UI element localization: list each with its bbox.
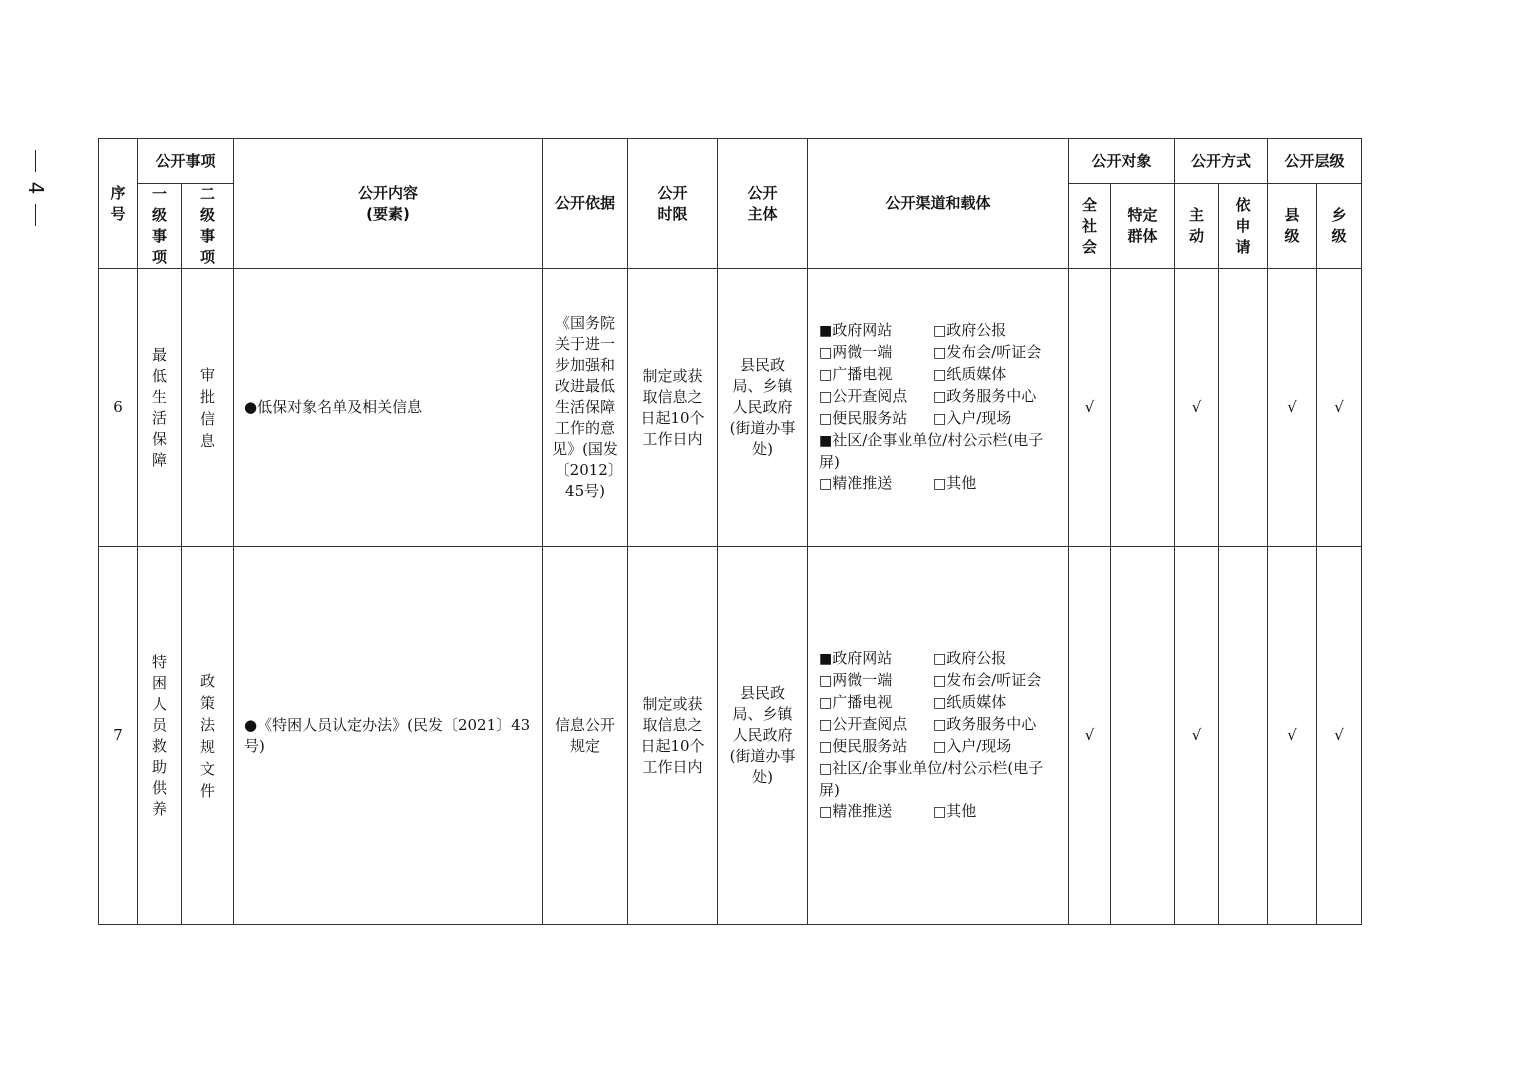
channel-item: □政务服务中心 xyxy=(933,387,1037,405)
header-level1: 一级事项 xyxy=(138,184,182,269)
row-level2: 审批信息 xyxy=(182,269,234,547)
row-content: ●《特困人员认定办法》(民发〔2021〕43号) xyxy=(234,547,543,925)
channel-item: □入户/现场 xyxy=(933,409,1012,427)
page-number-dash-bottom xyxy=(35,204,36,226)
channel-item: □便民服务站 xyxy=(819,409,908,427)
row-mode-request xyxy=(1219,269,1268,547)
row-target-all: √ xyxy=(1069,547,1111,925)
header-row-1 xyxy=(99,139,1362,184)
row-seq: 7 xyxy=(99,547,138,925)
header-tier: 公开层级 xyxy=(1268,139,1362,184)
row-basis: 《国务院关于进一步加强和改进最低生活保障工作的意见》(国发〔2012〕45号) xyxy=(543,269,628,547)
channel-item: □广播电视 xyxy=(819,365,893,383)
channel-item: □公开查阅点 xyxy=(819,387,908,405)
row-tier-town: √ xyxy=(1317,547,1362,925)
channel-item: □两微一端 xyxy=(819,671,893,689)
row-seq: 6 xyxy=(99,269,138,547)
row-basis: 信息公开规定 xyxy=(543,547,628,925)
header-matters: 公开事项 xyxy=(138,139,234,184)
channel-item: □其他 xyxy=(933,474,977,492)
channel-item: □广播电视 xyxy=(819,693,893,711)
row-level1: 最低生活保障 xyxy=(138,269,182,547)
header-channel: 公开渠道和载体 xyxy=(808,139,1069,269)
channel-item: □其他 xyxy=(933,802,977,820)
header-level2: 二级事项 xyxy=(182,184,234,269)
channel-item: □两微一端 xyxy=(819,343,893,361)
channel-item: □发布会/听证会 xyxy=(933,343,1042,361)
header-target: 公开对象 xyxy=(1069,139,1175,184)
table-row xyxy=(99,269,1362,547)
row-channels xyxy=(808,269,1069,547)
channel-item: □政务服务中心 xyxy=(933,715,1037,733)
header-mode-request: 依申请 xyxy=(1219,184,1268,269)
channel-list xyxy=(819,320,1068,495)
page-number-dash-top xyxy=(35,150,36,172)
channel-item: ■政府网站 xyxy=(819,649,893,667)
row-target-specific xyxy=(1111,547,1175,925)
row-tier-town: √ xyxy=(1317,269,1362,547)
channel-item: □入户/现场 xyxy=(933,737,1012,755)
header-target-all: 全社会 xyxy=(1069,184,1111,269)
row-tier-county: √ xyxy=(1268,547,1317,925)
row-target-all: √ xyxy=(1069,269,1111,547)
channel-item: ■社区/企事业单位/村公示栏(电子屏) xyxy=(819,431,1044,471)
header-tier-town: 乡级 xyxy=(1317,184,1362,269)
channel-item: ■政府网站 xyxy=(819,321,893,339)
row-tier-county: √ xyxy=(1268,269,1317,547)
header-tier-county: 县级 xyxy=(1268,184,1317,269)
row-time-limit: 制定或获取信息之日起10个工作日内 xyxy=(628,547,718,925)
header-basis: 公开依据 xyxy=(543,139,628,269)
header-mode-active: 主动 xyxy=(1175,184,1219,269)
header-subject: 公开 主体 xyxy=(718,139,808,269)
header-time-limit: 公开 时限 xyxy=(628,139,718,269)
channel-item: □便民服务站 xyxy=(819,737,908,755)
header-content: 公开内容 (要素) xyxy=(234,139,543,269)
header-target-specific: 特定 群体 xyxy=(1111,184,1175,269)
row-mode-active: √ xyxy=(1175,269,1219,547)
row-level2: 政策法规文件 xyxy=(182,547,234,925)
channel-item: □政府公报 xyxy=(933,649,1007,667)
page-number-value: 4 xyxy=(24,181,48,195)
channel-item: □社区/企事业单位/村公示栏(电子屏) xyxy=(819,759,1044,799)
channel-item: □精准推送 xyxy=(819,474,893,492)
channel-item: □精准推送 xyxy=(819,802,893,820)
row-subject: 县民政局、乡镇人民政府(街道办事处) xyxy=(718,269,808,547)
row-mode-request xyxy=(1219,547,1268,925)
row-time-limit: 制定或获取信息之日起10个工作日内 xyxy=(628,269,718,547)
row-content: ●低保对象名单及相关信息 xyxy=(234,269,543,547)
table-row xyxy=(99,547,1362,925)
header-seq: 序号 xyxy=(99,139,138,269)
row-level1: 特困人员救助供养 xyxy=(138,547,182,925)
row-mode-active: √ xyxy=(1175,547,1219,925)
channel-item: □纸质媒体 xyxy=(933,365,1007,383)
disclosure-table xyxy=(98,138,1362,925)
channel-item: □政府公报 xyxy=(933,321,1007,339)
channel-list xyxy=(819,648,1068,823)
header-mode: 公开方式 xyxy=(1175,139,1268,184)
page-number xyxy=(20,150,52,226)
channel-item: □纸质媒体 xyxy=(933,693,1007,711)
row-subject: 县民政局、乡镇人民政府(街道办事处) xyxy=(718,547,808,925)
row-target-specific xyxy=(1111,269,1175,547)
row-channels xyxy=(808,547,1069,925)
channel-item: □公开查阅点 xyxy=(819,715,908,733)
channel-item: □发布会/听证会 xyxy=(933,671,1042,689)
